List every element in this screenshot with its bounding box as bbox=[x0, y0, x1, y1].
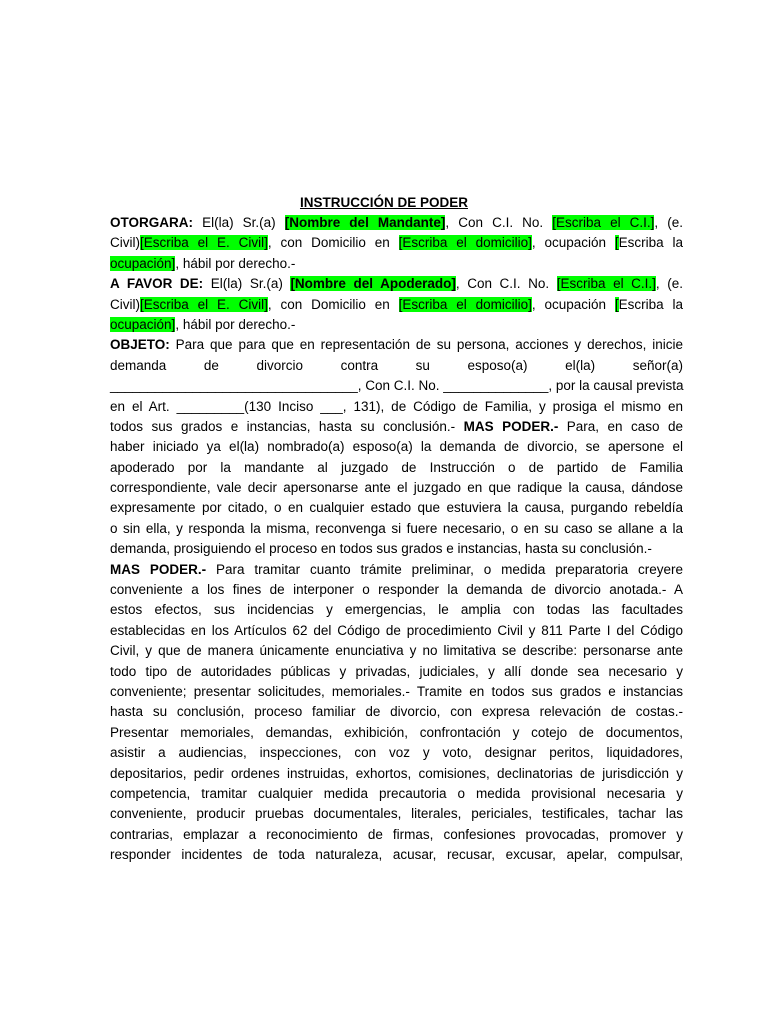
text-run: contrarias, emplazar a reconocimiento de firmas, confesiones provocadas, promover y bbox=[110, 826, 683, 842]
placeholder-field: [Escriba el domicilio] bbox=[398, 235, 532, 251]
text-run: correspondiente, vale decir apersonarse ante el juzgado en que radique la causa, dándose bbox=[110, 480, 683, 496]
text-run: apoderado por la mandante al juzgado de Instrucción o de partido de Familia bbox=[110, 459, 683, 475]
placeholder-field: [Nombre del Mandante] bbox=[284, 215, 446, 230]
document-line bbox=[110, 539, 683, 559]
text-run: Civil) bbox=[110, 296, 140, 312]
document-title: INSTRUCCIÓN DE PODER bbox=[299, 195, 468, 210]
text-run: Escriba la bbox=[618, 296, 684, 312]
document-line bbox=[110, 804, 683, 824]
text-run: demanda de divorcio contra su esposo(a) el(la) señor(a) bbox=[110, 357, 683, 373]
text-run: , (e. bbox=[654, 215, 684, 230]
clause-label: OTORGARA: bbox=[110, 215, 193, 230]
placeholder-field: [Escriba el C.I.] bbox=[556, 276, 656, 292]
text-run: , ocupación bbox=[531, 235, 615, 251]
document-line bbox=[110, 478, 683, 498]
text-run: expresamente por citado, o en cualquier estado que estuviera la causa, purgando rebeldía bbox=[110, 500, 683, 516]
document-line bbox=[110, 600, 683, 620]
text-run: Para tramitar cuanto trámite preliminar, o medida preparatoria creyere bbox=[206, 561, 683, 577]
text-run: _________________________________, Con C.I. No. ______________, por la causal prevista bbox=[110, 378, 684, 394]
text-run: conveniente a los fines de interponer o responder la demanda de divorcio anotada.- A bbox=[110, 582, 683, 598]
text-run: hasta su conclusión, proceso familiar de divorcio, con expresa relevación de costas.- bbox=[110, 704, 683, 720]
text-run: Para, en caso de bbox=[558, 418, 683, 434]
text-run: todo tipo de autoridades públicas y privadas, judiciales, y allí donde sea necesario y bbox=[110, 663, 683, 679]
document-line bbox=[110, 335, 683, 355]
placeholder-field: [ bbox=[614, 296, 619, 312]
document-line bbox=[110, 764, 683, 784]
document-line bbox=[110, 233, 683, 253]
text-run: , Con C.I. No. bbox=[445, 215, 553, 230]
clause-label: OBJETO: bbox=[110, 337, 170, 353]
document-line bbox=[110, 376, 683, 396]
text-run: , Con C.I. No. bbox=[455, 276, 557, 292]
document-line bbox=[110, 397, 683, 417]
text-run: conveniente, producir pruebas documentales, literales, periciales, testificales, tachar las bbox=[110, 806, 683, 822]
clause-label: A FAVOR DE: bbox=[110, 276, 204, 292]
text-run: estos efectos, sus incidencias y emergencias, le amplia con todas las facultades bbox=[110, 602, 683, 618]
document-line bbox=[110, 274, 683, 294]
document-line bbox=[110, 254, 683, 274]
text-run: Presentar memoriales, demandas, exhibición, confrontación y cotejo de documentos, bbox=[110, 724, 683, 740]
text-run: Civil) bbox=[110, 235, 140, 251]
text-run: , ocupación bbox=[531, 296, 615, 312]
text-run: , (e. bbox=[655, 276, 684, 292]
document-line bbox=[110, 723, 683, 743]
document-line bbox=[110, 519, 683, 539]
placeholder-field: ocupación] bbox=[110, 316, 176, 332]
document-line bbox=[110, 825, 683, 845]
placeholder-field: [Nombre del Apoderado] bbox=[290, 276, 456, 292]
text-run: depositarios, pedir ordenes instruidas, exhortos, comisiones, declinatorias de jurisdicción y bbox=[110, 765, 683, 781]
text-run: , hábil por derecho.- bbox=[175, 316, 296, 332]
document-line bbox=[110, 621, 683, 641]
text-run: , con Domicilio en bbox=[267, 235, 399, 251]
document-line bbox=[110, 560, 683, 580]
document-line bbox=[110, 213, 683, 233]
document-line bbox=[110, 743, 683, 763]
text-run: competencia, tramitar cualquier medida precautoria o medida provisional necesaria y bbox=[110, 785, 683, 801]
document-line bbox=[110, 641, 683, 661]
clause-label: MAS PODER.- bbox=[110, 561, 207, 577]
text-run: demanda, prosiguiendo el proceso en todos sus grados e instancias, hasta su conclusión.- bbox=[110, 541, 652, 557]
text-run: , con Domicilio en bbox=[267, 296, 399, 312]
document-line bbox=[110, 437, 683, 457]
document-line bbox=[110, 580, 683, 600]
document-line bbox=[110, 315, 683, 335]
placeholder-field: [Escriba el E. Civil] bbox=[140, 235, 268, 251]
text-run: , hábil por derecho.- bbox=[175, 255, 296, 271]
text-run: Civil, y que de manera únicamente enunciativa y no limitativa se describe: personarse ante bbox=[110, 643, 683, 659]
clause-label: MAS PODER.- bbox=[463, 418, 559, 434]
document-line bbox=[110, 784, 683, 804]
document-line bbox=[110, 417, 683, 437]
placeholder-field: [Escriba el E. Civil] bbox=[140, 296, 268, 312]
text-run: asistir a audiencias, inspecciones, con voz y voto, designar peritos, liquidadores, bbox=[110, 745, 683, 761]
document-line bbox=[110, 682, 683, 702]
text-run: El(la) Sr.(a) bbox=[203, 276, 291, 292]
document-body bbox=[110, 213, 683, 866]
text-run: conveniente; presentar solicitudes, memoriales.- Tramite en todos sus grados e instancias bbox=[110, 683, 683, 699]
placeholder-field: [Escriba el domicilio] bbox=[398, 296, 532, 312]
text-run: todos sus grados e instancias, hasta su conclusión.- bbox=[110, 418, 464, 434]
text-run: Escriba la bbox=[618, 235, 684, 251]
placeholder-field: ocupación] bbox=[110, 255, 176, 271]
document-line bbox=[110, 356, 683, 376]
text-run: en el Art. _________(130 Inciso ___, 131), de Código de Familia, y prosiga el mismo en bbox=[110, 398, 683, 414]
text-run: o sin ella, y responda la misma, reconvenga si fuere necesario, o en su caso se allane a la bbox=[110, 520, 683, 536]
placeholder-field: [ bbox=[614, 235, 619, 251]
text-run: haber iniciado ya el(la) nombrado(a) esposo(a) la demanda de divorcio, se apersone el bbox=[110, 439, 683, 455]
document-line bbox=[110, 662, 683, 682]
text-run: establecidas en los Artículos 62 del Código de procedimiento Civil y 811 Parte I del Código bbox=[110, 622, 683, 638]
text-run: El(la) Sr.(a) bbox=[193, 215, 285, 230]
document-line bbox=[110, 498, 683, 518]
text-run: responder incidentes de toda naturaleza, acusar, recusar, excusar, apelar, compulsar, bbox=[110, 847, 683, 863]
document-line bbox=[110, 845, 683, 865]
document-line bbox=[110, 702, 683, 722]
document-line bbox=[110, 458, 683, 478]
document-line bbox=[110, 295, 683, 315]
text-run: Para que para que en representación de su persona, acciones y derechos, inicie bbox=[169, 337, 683, 353]
placeholder-field: [Escriba el C.I.] bbox=[552, 215, 655, 230]
